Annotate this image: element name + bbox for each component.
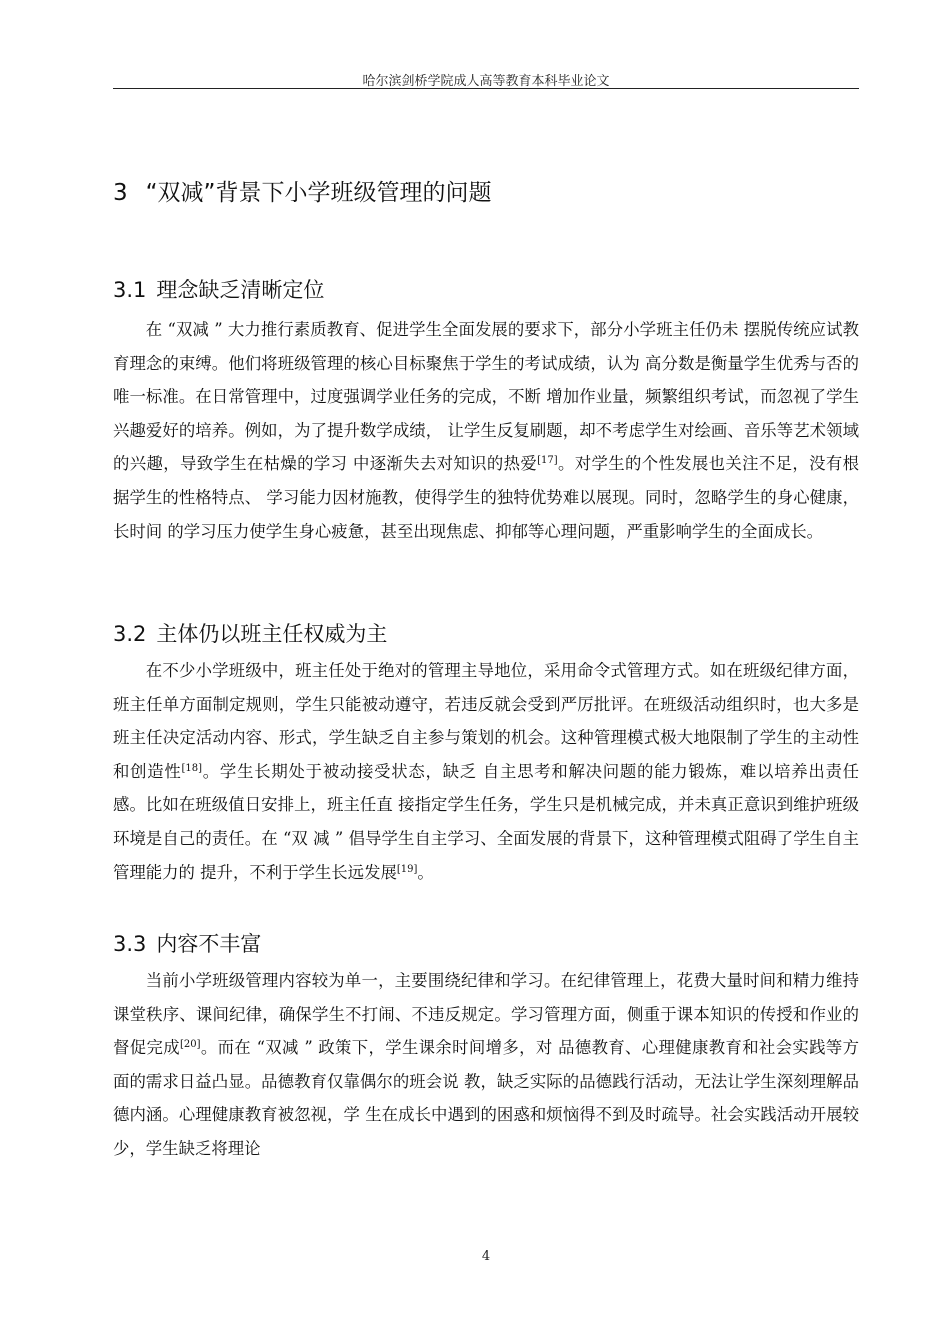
citation-marker: [17]	[537, 455, 558, 467]
section-title-3-3	[113, 928, 859, 958]
section-paragraph-3-1	[113, 313, 859, 548]
paragraph-text: 在 “双减 ” 大力推行素质教育、促进学生全面发展的要求下，部分小学班主任仍未 摆脱传统应试教育理念的束缚。他们将班级管理的核心目标聚焦于学生的考试成绩，认为 高分数是衡量学生优秀与否的唯一标准。在日常管理中，过度强调学业任务的完成，不断 增加作业量，频繁组织考试，而忽视了学生兴趣爱好的培养。例如，为了提升数学成绩， 让学生反复刷题，却不考虑学生对绘画、音乐等艺术领域的兴趣，导致学生在枯燥的学习 中逐渐失去对知识的热爱	[113, 320, 859, 474]
citation-marker: [19]	[396, 863, 418, 875]
section-number: 3.3	[113, 932, 147, 956]
paragraph-text: 。	[417, 862, 434, 882]
section-number: 3.2	[113, 622, 147, 646]
paragraph-text: 。对学生的个性发展也关注不足，没有根据学生的性格特点、 学习能力因材施教，使得学生的独特优势难以展现。同时，忽略学生的身心健康，长时间 的学习压力使学生身心疲惫，甚至出现焦虑、抑郁等心理问题，严重影响学生的全面成长。	[113, 454, 859, 541]
paragraph-text: 。学生长期处于被动接受状态，缺乏 自主思考和解决问题的能力锻炼，难以培养出责任感。比如在班级值日安排上，班主任直 接指定学生任务，学生只是机械完成，并未真正意识到维护班级环境是自己的责任。在 “双 减 ” 倡导学生自主学习、全面发展的背景下，这种管理模式阻碍了学生自主管理能力的 提升，不利于学生长远发展	[113, 761, 859, 882]
header-rule	[113, 88, 859, 89]
paragraph-text: 。而在 “双减 ” 政策下，学生课余时间增多，对 品德教育、心理健康教育和社会实践等方面的需求日益凸显。品德教育仅靠偶尔的班会说 教，缺乏实际的品德践行活动，无法让学生深刻理解品德内涵。心理健康教育被忽视，学 生在成长中遇到的困惑和烦恼得不到及时疏导。社会实践活动开展较少，学生缺乏将理论	[113, 1038, 860, 1158]
citation-marker: [20]	[179, 1039, 201, 1051]
page-number: 4	[481, 1249, 491, 1264]
running-header: 哈尔滨剑桥学院成人高等教育本科毕业论文	[362, 74, 610, 89]
paragraph-text: 当前小学班级管理内容较为单一，主要围绕纪律和学习。在纪律管理上，花费大量时间和精力维持课堂秩序、课间纪律，确保学生不打闹、不违反规定。学习管理方面，侧重于课本知识的传授和作业的督促完成	[113, 971, 859, 1058]
section-title-3-1	[113, 274, 859, 304]
section-title-3-2	[113, 618, 859, 648]
section-paragraph-3-3	[113, 964, 859, 1166]
chapter-number: 3	[113, 180, 128, 206]
section-title-text: 内容不丰富	[156, 932, 262, 956]
paragraph-text: 在不少小学班级中，班主任处于绝对的管理主导地位，采用命令式管理方式。如在班级纪律方面，班主任单方面制定规则，学生只能被动遵守，若违反就会受到严厉批评。在班级活动组织时，也大多是班主任决定活动内容、形式，学生缺乏自主参与策划的机会。这种管理模式极大地限制了学生的主动性和创造性	[113, 661, 859, 781]
section-title-text: 主体仍以班主任权威为主	[156, 622, 388, 646]
section-number: 3.1	[113, 278, 147, 302]
section-paragraph-3-2	[113, 654, 859, 889]
section-title-text: 理念缺乏清晰定位	[156, 278, 325, 302]
citation-marker: [18]	[181, 762, 203, 774]
chapter-title-text: “双减”背景下小学班级管理的问题	[145, 180, 492, 206]
chapter-title	[113, 174, 859, 207]
